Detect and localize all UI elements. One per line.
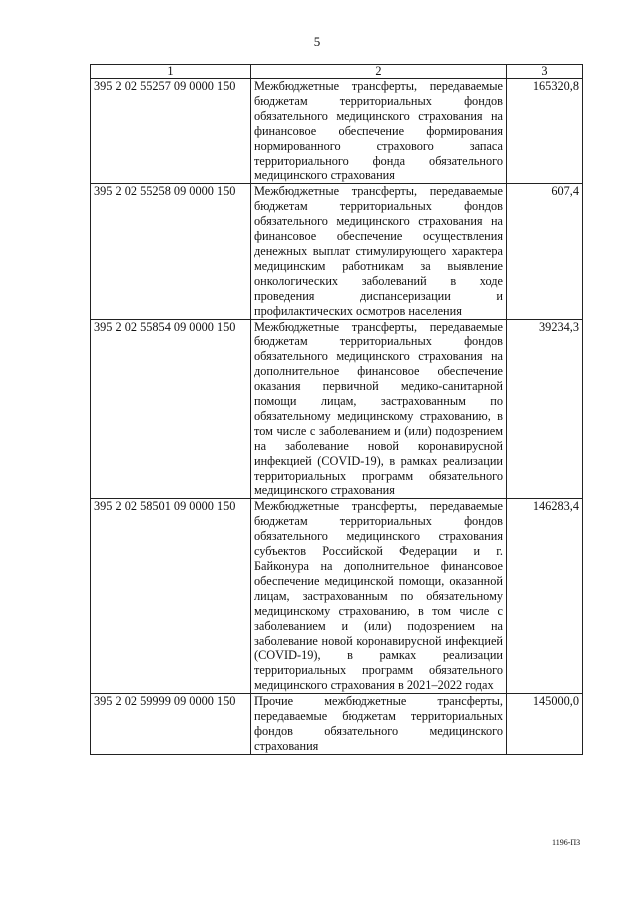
budget-code: 395 2 02 55257 09 0000 150 <box>91 79 251 184</box>
budget-amount: 146283,4 <box>507 499 583 694</box>
budget-amount: 607,4 <box>507 184 583 319</box>
column-header-1: 1 <box>91 65 251 79</box>
budget-description: Межбюджетные трансферты, передаваемые бюджетам территориальных фондов обязательного медицинского страхования на дополнительное финансовое обеспечение оказания первичной медико-санитарной помощи лицам, застрахованным по обязательному медицинскому страхованию, в том числе с заболеванием и (или) подозрением на заболевание новой коронавирусной инфекцией (COVID-19), в рамках реализации территориальных программ обязательного медицинского страхования <box>251 319 507 499</box>
table-row <box>91 499 583 694</box>
budget-description: Межбюджетные трансферты, передаваемые бюджетам территориальных фондов обязательного медицинского страхования субъектов Российской Федерации и г. Байконура на дополнительное финансовое обеспечение медицинской помощи, оказанной лицам, застрахованным по обязательному медицинскому страхованию, в том числе с заболеванием и (или) подозрением на заболевание новой коронавирусной инфекцией (COVID-19), в рамках реализации территориальных программ обязательного медицинского страхования в 2021–2022 годах <box>251 499 507 694</box>
page-number: 5 <box>313 34 321 49</box>
budget-amount: 145000,0 <box>507 694 583 755</box>
budget-description: Межбюджетные трансферты, передаваемые бюджетам территориальных фондов обязательного медицинского страхования на финансовое обеспечение формирования нормированного страхового запаса территориального фонда обязательного медицинского страхования <box>251 79 507 184</box>
budget-code: 395 2 02 55258 09 0000 150 <box>91 184 251 319</box>
budget-amount: 39234,3 <box>507 319 583 499</box>
budget-code: 395 2 02 58501 09 0000 150 <box>91 499 251 694</box>
table-row <box>91 319 583 499</box>
budget-code: 395 2 02 55854 09 0000 150 <box>91 319 251 499</box>
budget-code: 395 2 02 59999 09 0000 150 <box>91 694 251 755</box>
table-row <box>91 694 583 755</box>
table-row <box>91 79 583 184</box>
table-row <box>91 184 583 319</box>
budget-description: Прочие межбюджетные трансферты, передаваемые бюджетам территориальных фондов обязательного медицинского страхования <box>251 694 507 755</box>
budget-table <box>90 64 583 755</box>
column-header-3: 3 <box>507 65 583 79</box>
budget-amount: 165320,8 <box>507 79 583 184</box>
document-code: 1196-ПЗ <box>552 838 581 847</box>
budget-description: Межбюджетные трансферты, передаваемые бюджетам территориальных фондов обязательного медицинского страхования на финансовое обеспечение осуществления денежных выплат стимулирующего характера медицинским работникам за выявление онкологических заболеваний в ходе проведения диспансеризации и профилактических осмотров населения <box>251 184 507 319</box>
column-header-2: 2 <box>251 65 507 79</box>
table-header-row <box>91 65 583 79</box>
